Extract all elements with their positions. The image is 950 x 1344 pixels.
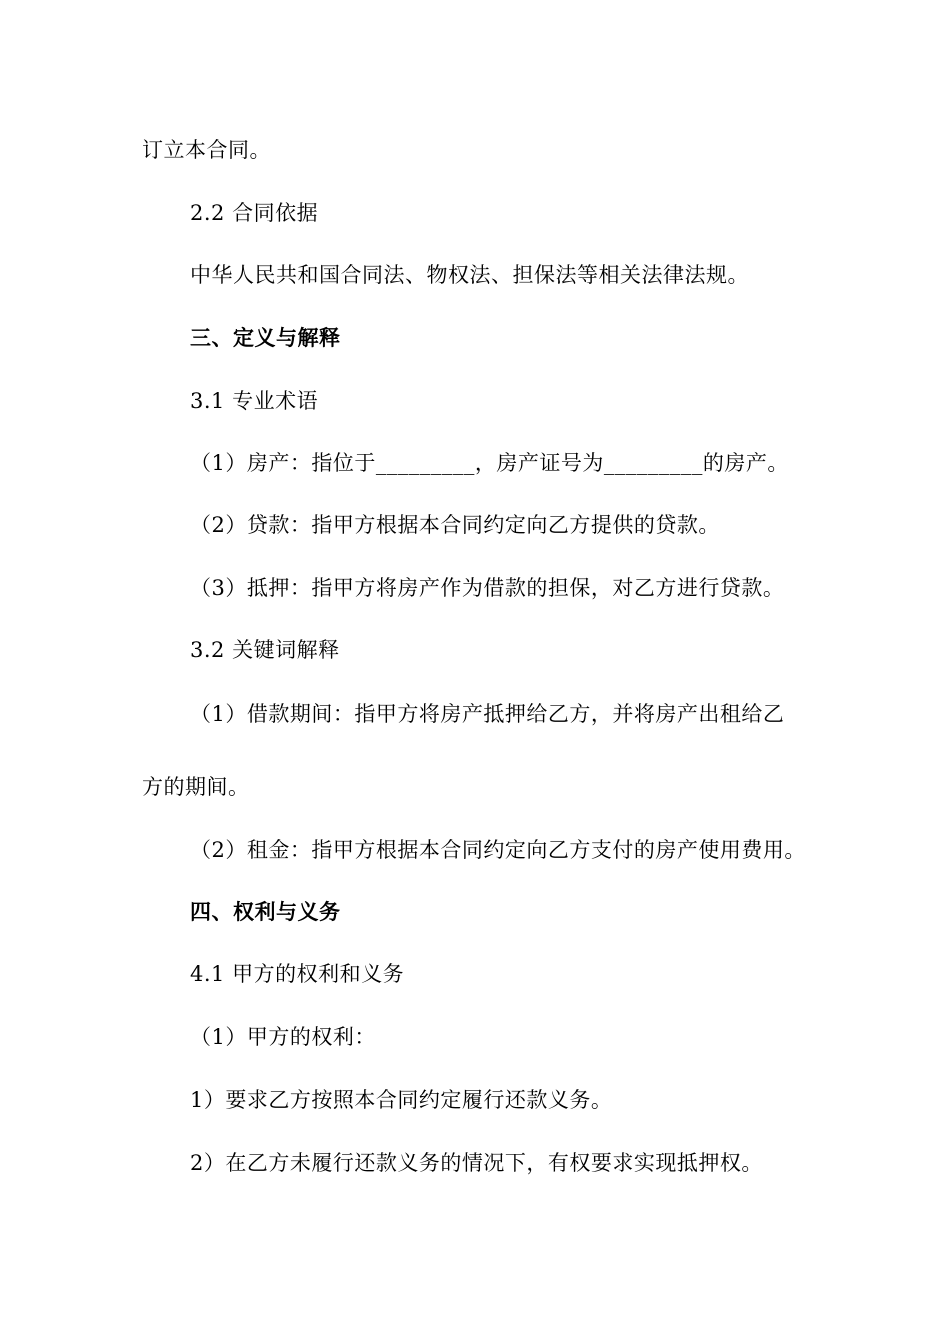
section-3-2-heading: 3.2 关键词解释	[190, 638, 340, 662]
definition-loan-period: （1）借款期间：指甲方将房产抵押给乙方，并将房产出租给乙	[190, 702, 785, 726]
chapter-3-heading: 三、定义与解释	[190, 325, 341, 350]
definition-loan-period-continuation: 方的期间。	[142, 775, 250, 799]
definition-mortgage: （3）抵押：指甲方将房产作为借款的担保，对乙方进行贷款。	[190, 576, 785, 600]
section-3-1-heading: 3.1 专业术语	[190, 389, 319, 413]
section-4-1-heading: 4.1 甲方的权利和义务	[190, 962, 405, 986]
party-a-right-1: 1）要求乙方按照本合同约定履行还款义务。	[190, 1088, 613, 1112]
party-a-right-2: 2）在乙方未履行还款义务的情况下，有权要求实现抵押权。	[190, 1151, 763, 1175]
section-2-2-heading: 2.2 合同依据	[190, 201, 319, 225]
party-a-rights-heading: （1）甲方的权利：	[190, 1025, 376, 1049]
paragraph-legal-basis: 中华人民共和国合同法、物权法、担保法等相关法律法规。	[190, 263, 749, 287]
definition-property: （1）房产：指位于_________，房产证号为_________的房产。	[190, 451, 789, 475]
definition-loan: （2）贷款：指甲方根据本合同约定向乙方提供的贷款。	[190, 513, 720, 537]
chapter-4-heading: 四、权利与义务	[190, 899, 341, 924]
paragraph-continuation: 订立本合同。	[142, 138, 271, 162]
definition-rent: （2）租金：指甲方根据本合同约定向乙方支付的房产使用费用。	[190, 838, 806, 862]
